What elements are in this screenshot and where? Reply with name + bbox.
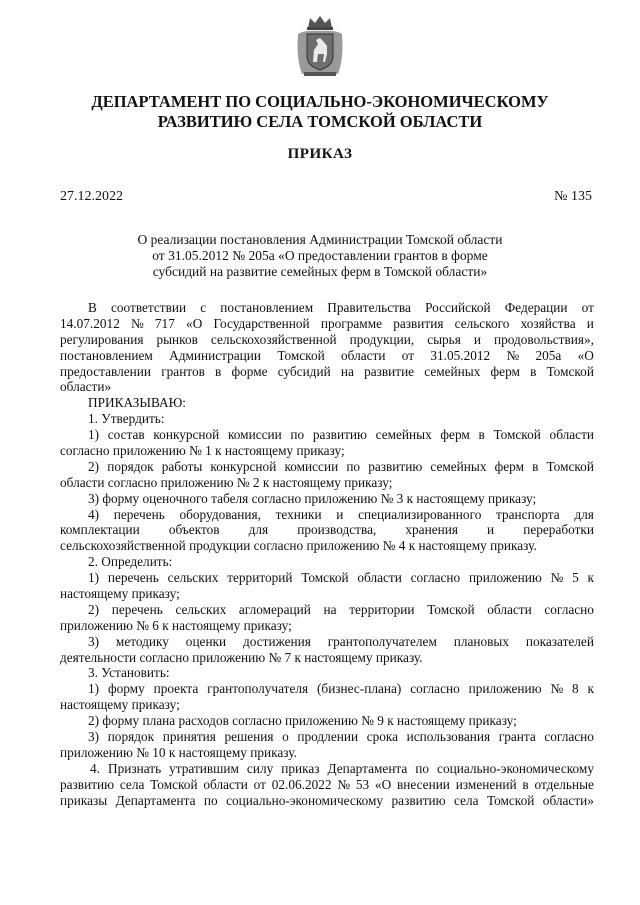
document-type: ПРИКАЗ: [287, 146, 353, 162]
body-line: 4) перечень оборудования, техники и специализированного транспорта для: [88, 506, 594, 522]
department-line-2: РАЗВИТИЮ СЕЛА ТОМСКОЙ ОБЛАСТИ: [157, 112, 483, 131]
document-body: [60, 300, 594, 809]
department-name: [0, 92, 640, 132]
body-line: 1. Утвердить:: [88, 411, 165, 427]
body-line: приложению № 6 к настоящему приказу;: [60, 617, 292, 633]
subject-line-2: от 31.05.2012 № 205а «О предоставлении грантов в форме: [152, 248, 488, 263]
body-line: согласно приложению № 1 к настоящему приказу;: [60, 443, 345, 459]
body-line: предоставлении грантов в форме субсидий на развитие семейных ферм в Томской: [60, 363, 594, 379]
body-line: 14.07.2012 № 717 «О Государственной программе развития сельского хозяйства и: [60, 315, 594, 331]
body-line: 2) перечень сельских агломераций на территории Томской области согласно: [88, 601, 594, 617]
department-line-1: ДЕПАРТАМЕНТ ПО СОЦИАЛЬНО-ЭКОНОМИЧЕСКОМУ: [91, 92, 549, 111]
body-line: приложению № 10 к настоящему приказу.: [60, 744, 297, 760]
body-line: 2. Определить:: [88, 554, 173, 570]
body-line: 2) форму плана расходов согласно приложению № 9 к настоящему приказу;: [88, 713, 517, 729]
body-line: сельскохозяйственной продукции согласно приложению № 4 к настоящему приказу.: [60, 538, 537, 554]
document-date: 27.12.2022: [60, 189, 123, 204]
body-line: области согласно приложению № 2 к настоящему приказу;: [60, 474, 393, 490]
body-line: В соответствии с постановлением Правительства Российской Федерации от: [88, 300, 594, 315]
body-line: 4. Признать утратившим силу приказ Департамента по социально-экономическому: [90, 760, 594, 776]
body-line: постановлением Администрации Томской области от 31.05.2012 № 205а «О: [60, 347, 594, 363]
body-line: 1) форму проекта грантополучателя (бизнес-плана) согласно приложению № 8 к: [88, 681, 594, 697]
body-line: 2) порядок работы конкурсной комиссии по развитию семейных ферм в Томской: [88, 458, 594, 474]
body-line: ПРИКАЗЫВАЮ:: [88, 395, 186, 411]
subject-line-3: субсидий на развитие семейных ферм в Томской области»: [152, 264, 488, 279]
body-line: комплектации объектов для производства, хранения и переработки: [60, 522, 594, 538]
body-line: настоящему приказу;: [60, 697, 180, 713]
subject-line-1: О реализации постановления Администрации Томской области: [137, 232, 503, 247]
body-line: 3. Установить:: [88, 665, 170, 681]
body-line: 3) порядок принятия решения о продлении срока использования гранта согласно: [88, 729, 594, 745]
body-line: развитию села Томской области от 02.06.2022 № 53 «О внесении изменений в отдельные: [60, 776, 594, 792]
body-line: регулирования рынков сельскохозяйственной продукции, сырья и продовольствия»,: [60, 331, 594, 347]
document-number: № 135: [554, 189, 592, 204]
body-line: настоящему приказу;: [60, 586, 180, 602]
document-subject: [0, 232, 640, 280]
body-line: деятельности согласно приложению № 7 к настоящему приказу.: [60, 649, 423, 665]
tomsk-coat-of-arms-icon: [296, 14, 344, 80]
body-line: приказы Департамента по социально-экономическому развитию села Томской области»: [60, 792, 594, 808]
body-line: 3) форму оценочного табеля согласно приложению № 3 к настоящему приказу;: [88, 490, 537, 506]
body-line: 1) перечень сельских территорий Томской области согласно приложению № 5 к: [88, 570, 594, 586]
body-line: 1) состав конкурсной комиссии по развитию семейных ферм в Томской области: [88, 427, 594, 443]
body-line: области»: [60, 379, 112, 395]
body-line: 3) методику оценки достижения грантополучателем плановых показателей: [88, 633, 594, 649]
